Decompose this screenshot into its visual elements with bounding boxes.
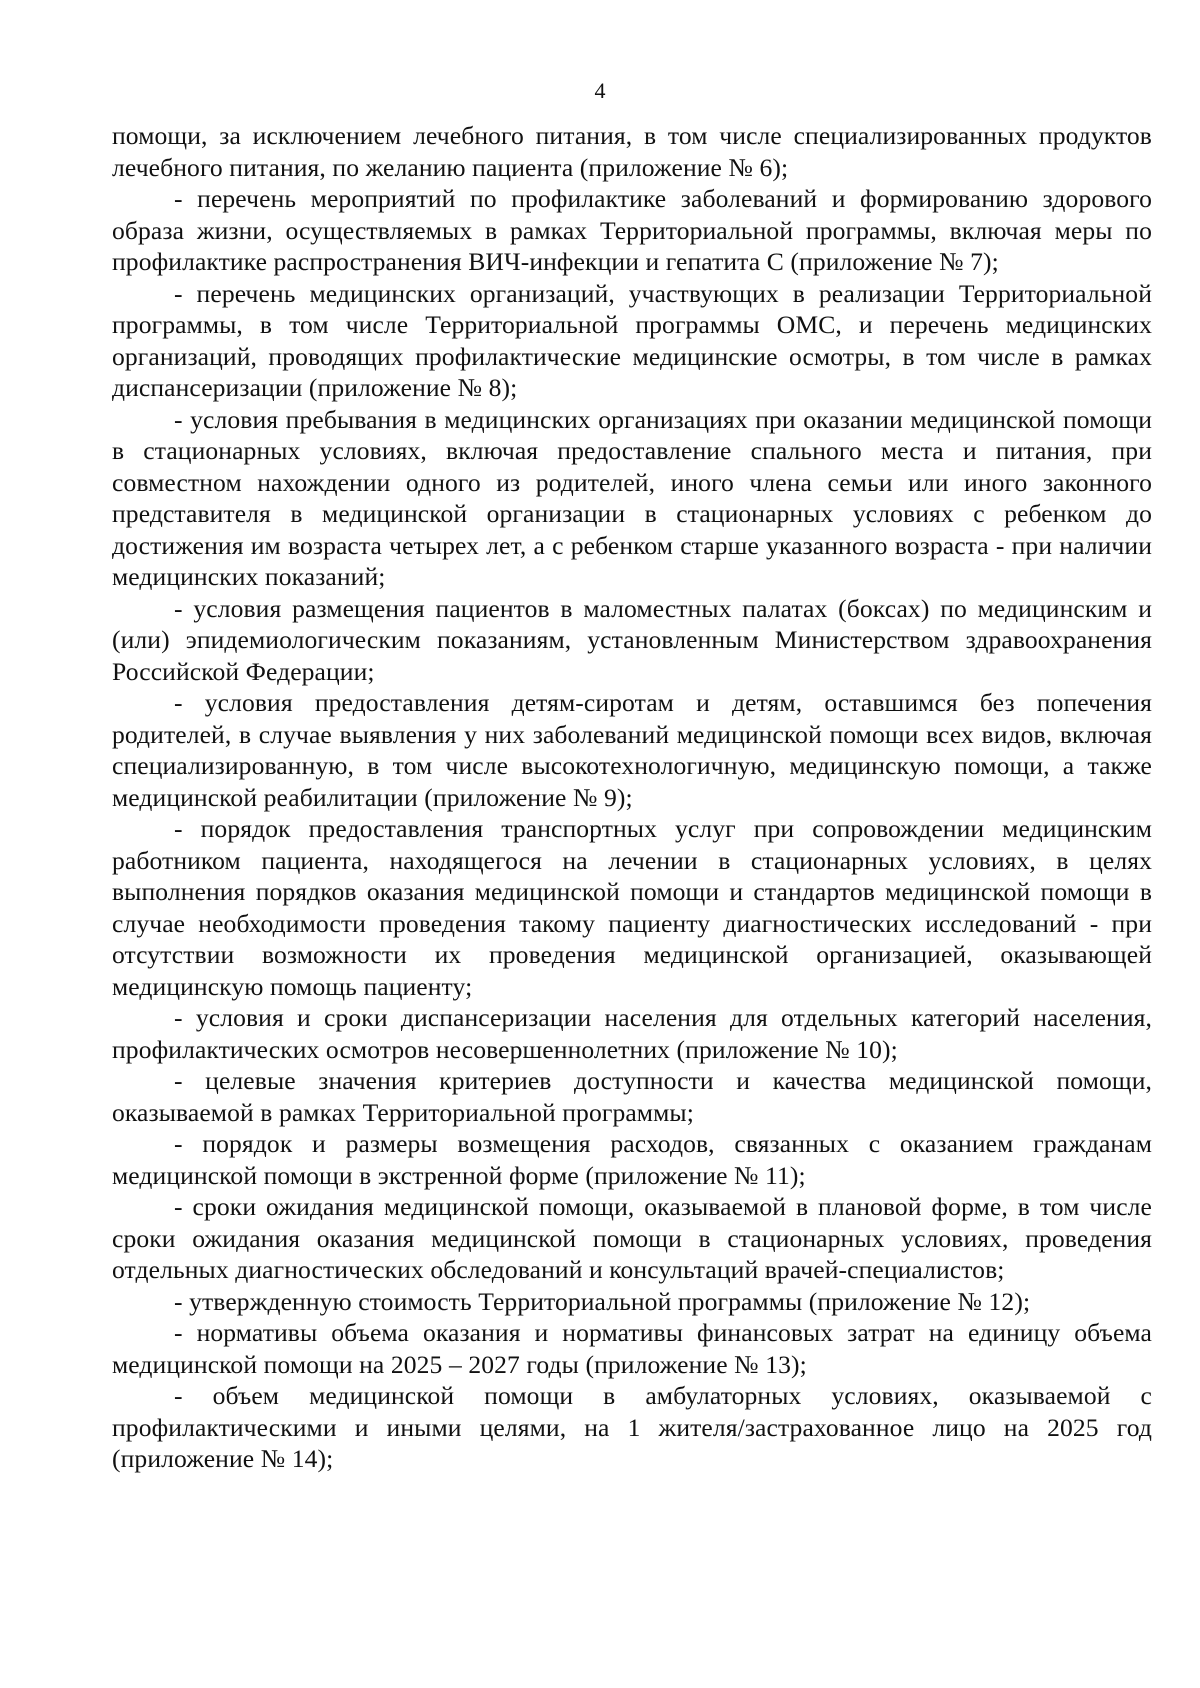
list-item-ward-placement: - условия размещения пациентов в маломестных палатах (боксах) по медицинским и (или) эпидемиологическим показаниям, установленным Министерством здравоохранения Российской Федерации; <box>112 593 1152 686</box>
list-item-orphans-care: - условия предоставления детям-сиротам и детям, оставшимся без попечения родителей, в случае выявления у них заболеваний медицинской помощи всех видов, включая специализированную, в том числе высокотехнологичную, медицинскую помощи, а также медицинской реабилитации (приложение № 9); <box>112 688 1152 812</box>
document-body <box>112 120 1152 1475</box>
page-number: 4 <box>594 78 606 103</box>
list-item-dispensarization: - условия и сроки диспансеризации населения для отдельных категорий населения, профилактических осмотров несовершеннолетних (приложение № 10); <box>112 1003 1152 1064</box>
list-item-volume-standards: - нормативы объема оказания и нормативы финансовых затрат на единицу объема медицинской помощи на 2025 – 2027 годы (приложение № 13); <box>112 1318 1152 1379</box>
list-item-program-cost: - утвержденную стоимость Территориальной программы (приложение № 12); <box>174 1286 1031 1316</box>
list-item-target-values: - целевые значения критериев доступности и качества медицинской помощи, оказываемой в рамках Территориальной программы; <box>112 1066 1152 1127</box>
list-item-stay-conditions: - условия пребывания в медицинских организациях при оказании медицинской помощи в стационарных условиях, включая предоставление спального места и питания, при совместном нахождении одного из родителей, иного члена семьи или иного законного представителя в медицинской организации в стационарных условиях с ребенком до достижения им возраста четырех лет, а с ребенком старше указанного возраста - при наличии медицинских показаний; <box>112 404 1152 591</box>
list-item-emergency-reimbursement: - порядок и размеры возмещения расходов, связанных с оказанием гражданам медицинской помощи в экстренной форме (приложение № 11); <box>112 1129 1152 1190</box>
list-item-transport-services: - порядок предоставления транспортных услуг при сопровождении медицинским работником пациента, находящегося на лечении в стационарных условиях, в целях выполнения порядков оказания медицинской помощи и стандартов медицинской помощи в случае необходимости проведения такому пациенту диагностических исследований - при отсутствии возможности их проведения медицинской организацией, оказывающей медицинскую помощь пациенту; <box>112 814 1152 1001</box>
list-item-outpatient-volume: - объем медицинской помощи в амбулаторных условиях, оказываемой с профилактическими и иными целями, на 1 жителя/застрахованное лицо на 2025 год (приложение № 14); <box>112 1381 1152 1473</box>
paragraph-continuation: помощи, за исключением лечебного питания, в том числе специализированных продуктов лечебного питания, по желанию пациента (приложение № 6); <box>112 121 1152 182</box>
list-item-medical-organizations: - перечень медицинских организаций, участвующих в реализации Территориальной программы, в том числе Территориальной программы ОМС, и перечень медицинских организаций, проводящих профилактические медицинские осмотры, в том числе в рамках диспансеризации (приложение № 8); <box>112 278 1152 402</box>
list-item-waiting-times: - сроки ожидания медицинской помощи, оказываемой в плановой форме, в том числе сроки ожидания оказания медицинской помощи в стационарных условиях, проведения отдельных диагностических обследований и консультаций врачей-специалистов; <box>112 1192 1152 1284</box>
list-item-prevention-measures: - перечень мероприятий по профилактике заболеваний и формированию здорового образа жизни, осуществляемых в рамках Территориальной программы, включая меры по профилактике распространения ВИЧ-инфекции и гепатита С (приложение № 7); <box>112 184 1152 276</box>
